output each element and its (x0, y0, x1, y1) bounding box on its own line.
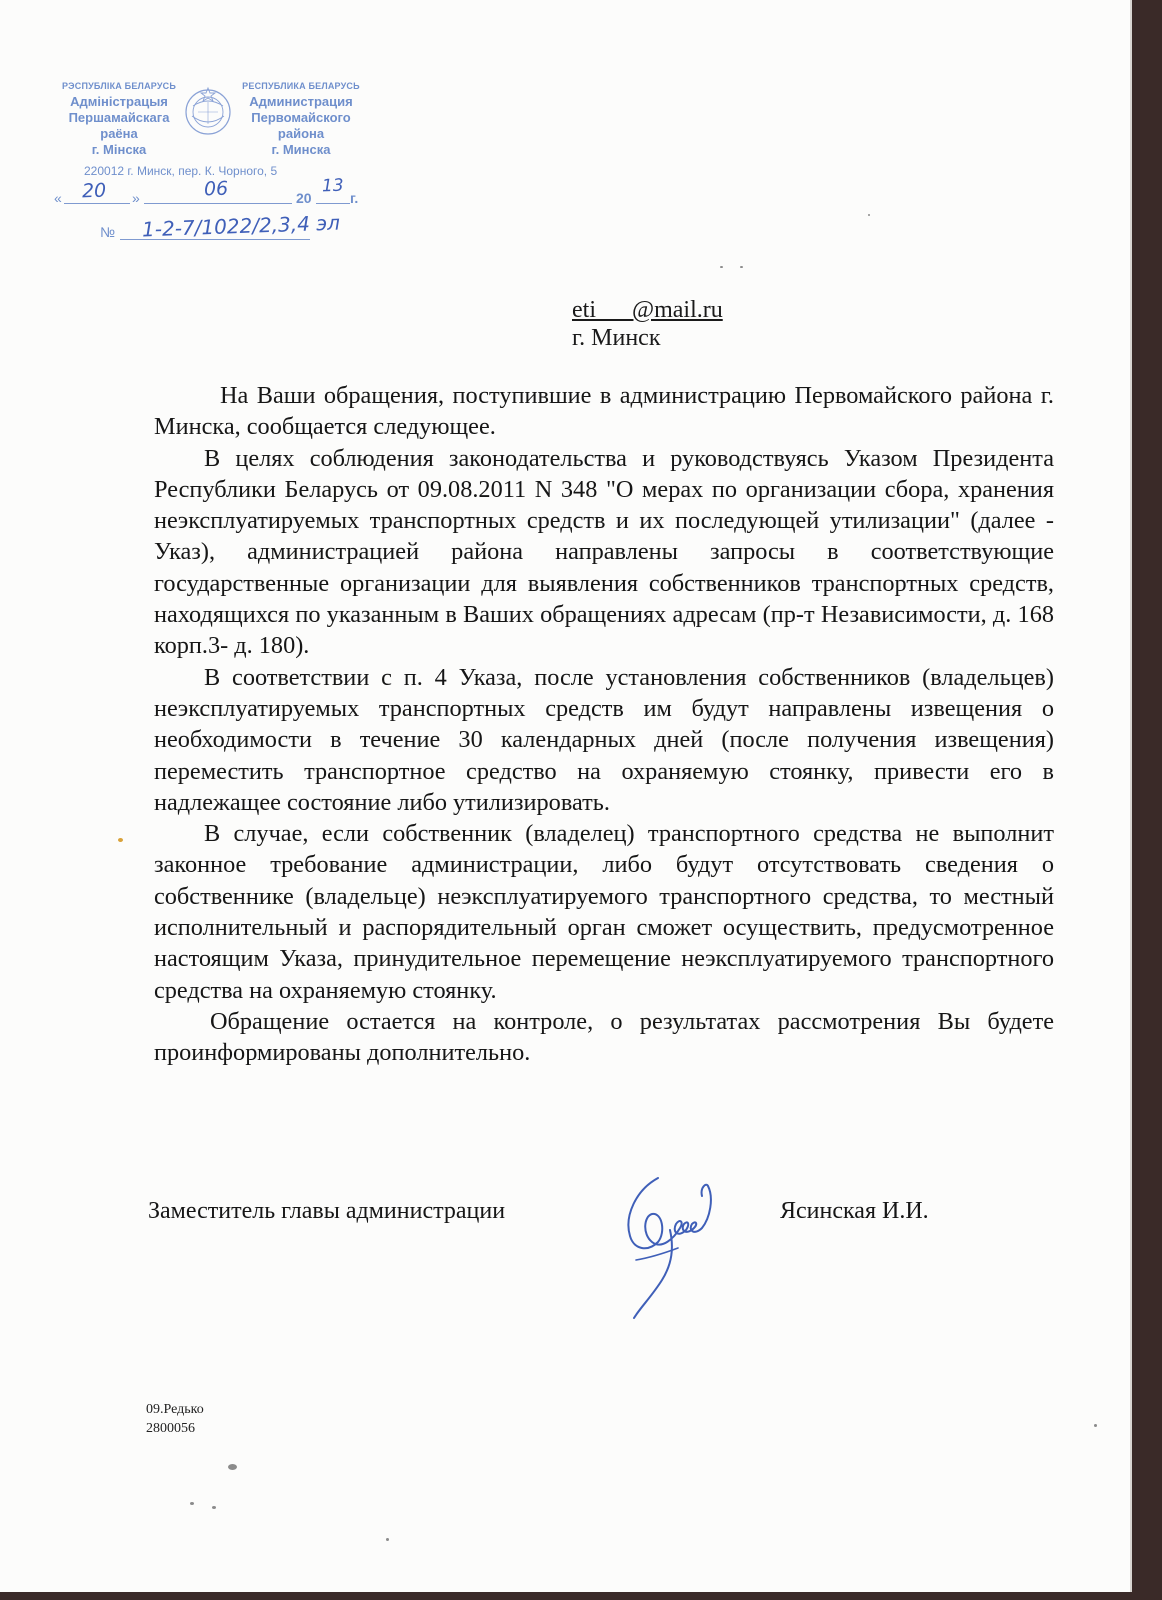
scan-speck (1094, 1424, 1097, 1427)
handwritten-signature-icon (618, 1168, 728, 1328)
addressee-email: eti @mail.ru (572, 297, 723, 323)
executor-footer (146, 1400, 204, 1438)
registration-stamp (52, 72, 424, 250)
stamp-left-org-line4: г. Мінска (91, 142, 147, 157)
state-emblem-icon (180, 82, 236, 138)
scan-speck (118, 838, 123, 842)
scan-speck (386, 1538, 389, 1541)
stamp-right-block (236, 78, 366, 158)
stamp-right-org-line1: Администрация (249, 94, 353, 109)
scan-speck (190, 1502, 194, 1505)
scan-speck (228, 1464, 237, 1470)
scan-speck (740, 266, 743, 268)
signatory-role: Заместитель главы администрации (148, 1198, 506, 1224)
date-open-quote: « (54, 190, 62, 206)
signatory-name: Ясинская И.И. (780, 1198, 929, 1224)
stamp-address: 220012 г. Минск, пер. К. Чорного, 5 (84, 164, 278, 178)
executor-phone: 2800056 (146, 1421, 195, 1436)
body-paragraph-3: В соответствии с п. 4 Указа, после установления собственников (владельцев) неэксплуатируемых транспортных средств им будут направлены извещения о необходимости в течение 30 календарных дней (после получения извещения) переместить транспортное средство на охраняемую стоянку, привести его в надлежащее состояние либо утилизировать. (154, 663, 1054, 816)
date-year: 13 (321, 175, 344, 197)
addressee-city: г. Минск (572, 325, 661, 351)
stamp-right-org-line4: г. Минска (271, 142, 331, 157)
stamp-left-org-line2: Першамайскага (68, 110, 170, 125)
date-month: 06 (203, 177, 229, 201)
body-paragraph-4: В случае, если собственник (владелец) транспортного средства не выполнит законное требование администрации, либо будут отсутствовать сведения о собственнике (владельце) неэксплуатируемого транспортного средства, то местный исполнительный и распорядительный орган сможет осуществить, предусмотренное настоящим Указа, принудительное перемещение неэксплуатируемого транспортного средства на охраняемую стоянку. (154, 820, 1054, 1004)
body-paragraph-1: На Ваши обращения, поступившие в администрацию Первомайского района г. Минска, сообщается следующее. (154, 382, 1054, 441)
stamp-right-country: РЕСПУБЛИКА БЕЛАРУСЬ (242, 81, 360, 91)
number-value: 1-2-7/1022/2,3,4 эл (141, 210, 341, 242)
addressee-block (572, 296, 723, 352)
date-year-prefix: 20 (296, 190, 312, 206)
number-label: № (100, 224, 116, 240)
date-close-quote: » (132, 190, 140, 206)
scan-speck (720, 266, 723, 268)
scan-speck (212, 1506, 216, 1509)
date-day: 20 (81, 179, 107, 203)
stamp-left-org-line3: раёна (100, 126, 138, 141)
stamp-number (100, 212, 420, 242)
stamp-right-org-line3: района (277, 126, 325, 141)
stamp-left-country: РЭСПУБЛІКА БЕЛАРУСЬ (61, 81, 177, 91)
stamp-date (52, 175, 382, 208)
stamp-right-org-line2: Первомайского (251, 110, 351, 125)
body-paragraph-2: В целях соблюдения законодательства и руководствуясь Указом Президента Республики Беларусь от 09.08.2011 N 348 "О мерах по организации сбора, хранения неэксплуатируемых транспортных средств и их последующей утилизации" (далее - Указ), администрацией района направлены запросы в соответствующие государственные организации для выявления собственников транспортных средств, находящихся по указанным в Ваших обращениях адресам (пр-т Независимости, д. 168 корп.3- д. 180). (154, 444, 1054, 660)
stamp-left-org-line1: Адміністрацыя (70, 94, 168, 109)
executor-name: 09.Редько (146, 1402, 204, 1417)
date-year-suffix: г. (350, 190, 359, 206)
letter-body (154, 380, 1054, 1069)
stamp-left-block (54, 78, 184, 158)
body-paragraph-5: Обращение остается на контроле, о результатах рассмотрения Вы будете проинформированы дополнительно. (154, 1007, 1054, 1067)
date-day-line (64, 202, 130, 204)
scan-speck (868, 214, 870, 216)
date-year-line (316, 202, 350, 204)
date-month-line (144, 202, 292, 204)
